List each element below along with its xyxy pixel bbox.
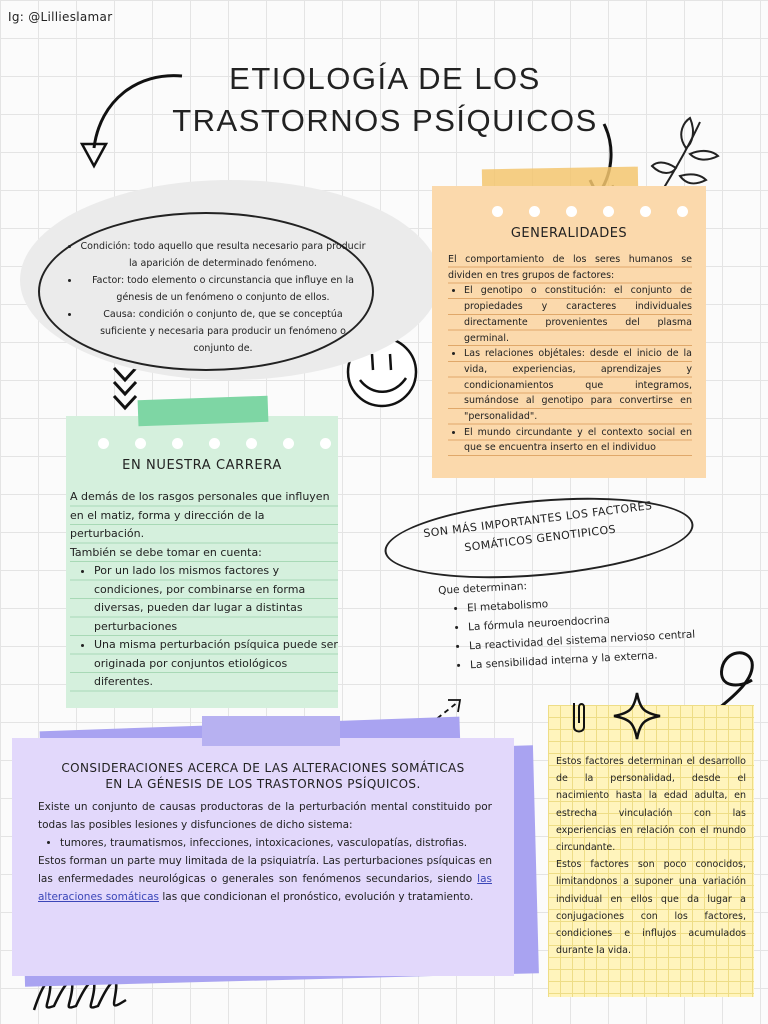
list-item: • El metabolismo <box>467 587 700 618</box>
list-item: • La sensibilidad interna y la externa. <box>470 644 703 675</box>
title-line-1: ETIOLOGÍA DE LOS <box>229 61 541 96</box>
definition-causa: • Causa: condición o conjunto de, que se conceptúa suficiente y necesaria para producir un fenómeno o conjunto de. <box>80 306 366 357</box>
carrera-paragraph: También se debe tomar en cuenta: <box>70 545 262 559</box>
sparkle-icon <box>612 691 662 741</box>
consideraciones-title-line-1: CONSIDERACIONES ACERCA DE LAS ALTERACIONES SOMÁTICAS <box>61 761 465 775</box>
carrera-title: EN NUESTRA CARRERA <box>122 458 282 473</box>
definition-factor: • Factor: todo elemento o circunstancia que influye en la génesis de un fenómeno o conjunto de ellos. <box>80 272 366 306</box>
list-item: • Una misma perturbación psíquica puede ser originada por conjuntos etiológicos diferentes. <box>94 636 338 692</box>
carrera-note <box>66 416 338 708</box>
curved-arrow-left-icon <box>78 70 188 170</box>
generalidades-title: GENERALIDADES <box>510 226 628 241</box>
list-item: • Las relaciones objétales: desde el inicio de la vida, experiencias, aprendizajes y condicionamientos que integramos, sumándose al genotipo para convertirse en "personalidad". <box>464 346 692 425</box>
title-line-2: TRASTORNOS PSÍQUICOS <box>172 103 598 138</box>
p2-start: Estos forman un parte muy limitada de la psiquiatría. Las perturbaciones psíquicas en las enfermedades neurológicas o generales son fenómenos secundarios, siendo <box>38 855 492 885</box>
instagram-handle: Ig: @Lillieslamar <box>8 10 113 24</box>
generalidades-body <box>448 252 692 456</box>
somaticos-bubble-text: SON MÁS IMPORTANTES LOS FACTORES SOMÁTICOS GENOTIPICOS <box>422 499 653 555</box>
green-tape <box>138 396 269 427</box>
consideraciones-title <box>12 760 514 792</box>
consideraciones-title-line-2: EN LA GÉNESIS DE LOS TRASTORNOS PSÍQUICOS. <box>105 777 421 791</box>
generalidades-note <box>432 186 706 478</box>
paperclip-icon <box>568 697 590 737</box>
list-item: • El genotipo o constitución: el conjunto de propiedades y caracteres individuales directamente provenientes del plasma germinal. <box>464 283 692 346</box>
triple-chevron-down-icon <box>110 364 140 416</box>
note-holes <box>98 438 331 449</box>
definitions-list <box>66 238 366 357</box>
determinan-list <box>438 568 703 676</box>
factores-note <box>548 705 754 997</box>
carrera-paragraph: A demás de los rasgos personales que influyen en el matiz, forma y dirección de la perturbación. <box>70 490 330 540</box>
alteraciones-link[interactable]: las alteraciones somáticas <box>38 873 492 903</box>
note-holes <box>492 206 688 217</box>
page-title <box>150 58 620 142</box>
consideraciones-paragraph <box>38 852 492 906</box>
consideraciones-body <box>38 798 492 906</box>
factores-body <box>556 753 746 959</box>
list-item: • tumores, traumatismos, infecciones, intoxicaciones, vasculopatías, distrofias. <box>60 834 492 852</box>
consideraciones-paragraph: Existe un conjunto de causas productoras de la perturbación mental constituido por todas las posibles lesiones y disfunciones de dicho sistema: <box>38 801 492 831</box>
generalidades-intro: El comportamiento de los seres humanos se dividen en tres grupos de factores: <box>448 254 692 281</box>
factores-paragraph: Estos factores son poco conocidos, limitandonos a suponer una variación individual en ellos que da lugar a conjugaciones con los factores, condiciones e influjos acumulados durante la vida. <box>556 859 746 957</box>
purple-tape <box>202 716 340 746</box>
list-item: • La reactividad del sistema nervioso central <box>469 625 702 656</box>
definition-condicion: • Condición: todo aquello que resulta necesario para producir la aparición de determinado fenómeno. <box>80 238 366 272</box>
list-item: • La fórmula neuroendocrina <box>468 606 701 637</box>
p2-end: las que condicionan el pronóstico, evolución y tratamiento. <box>159 891 474 903</box>
determinan-lead: Que determinan: <box>437 580 528 597</box>
consideraciones-note <box>12 738 514 976</box>
carrera-body <box>70 488 338 692</box>
list-item: • Por un lado los mismos factores y condiciones, por combinarse en forma diversas, pueden dar lugar a distintas perturbaciones <box>94 562 338 636</box>
list-item: • El mundo circundante y el contexto social en que se encuentra inserto en el individuo <box>464 425 692 456</box>
factores-paragraph: Estos factores determinan el desarrollo de la personalidad, desde el nacimiento hasta la edad adulta, en estrecha vinculación con las experiencias en relación con el mundo circundante. <box>556 756 746 854</box>
